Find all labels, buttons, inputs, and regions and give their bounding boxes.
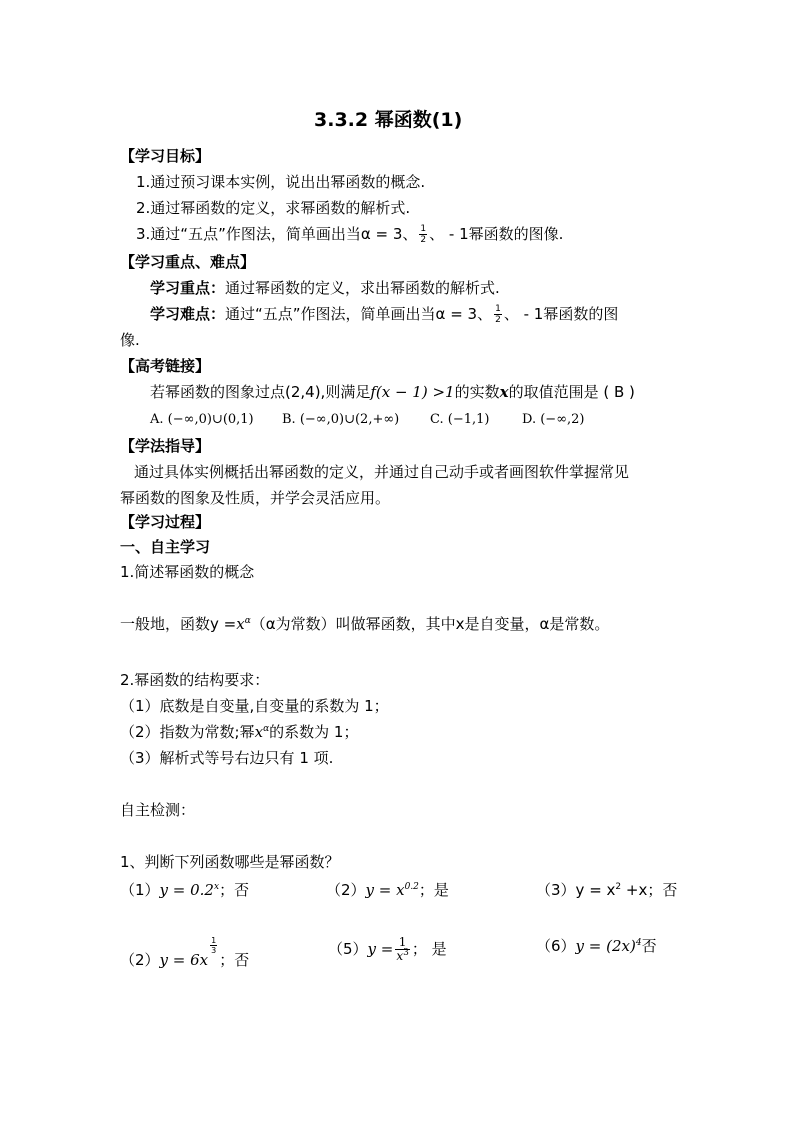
method-heading: 【学法指导】 <box>120 437 211 455</box>
difficult-point: 学习难点：通过“五点”作图法，简单画出当α = 3、 $\frac{1}{2}$ 、 - 1幂函数的图 <box>150 304 619 325</box>
question-1: 1.简述幂函数的概念 <box>120 563 255 581</box>
method-line-2: 幂函数的图象及性质，并学会灵活应用。 <box>120 489 391 507</box>
answer-4: （2）y = 6x $\frac{1}{3}$ ；否 <box>120 936 250 969</box>
key-heading: 【学习重点、难点】 <box>120 253 256 271</box>
difficult-point-cont: 像. <box>120 331 140 349</box>
answer-1: $(1)y = 0.2^x$；否 <box>120 881 250 899</box>
goals-heading: 【学习目标】 <box>120 147 211 165</box>
exam-option-a: A. (−∞,0)∪(0,1) <box>150 412 254 427</box>
answer-3: $(3)y = x^2 +x$；否 <box>536 881 678 899</box>
self-study-heading: 一、自主学习 <box>120 538 211 556</box>
page-title: 3.3.2 幂函数(1) <box>314 109 463 131</box>
requirement-2: （2）指数为常数;幂$x^\alpha$的系数为 1； <box>120 723 359 741</box>
self-check-label: 自主检测： <box>120 801 196 819</box>
process-heading: 【学习过程】 <box>120 513 211 531</box>
exam-heading: 【高考链接】 <box>120 357 211 375</box>
fraction-half: $\frac{1}{2}$ <box>420 224 427 245</box>
goal-item-3: 3.通过“五点”作图法，简单画出当α = 3、 $\frac{1}{2}$ 、 - 1幂函数的图像. <box>136 224 564 245</box>
answer-6: $(6)y = (2x)^4$否 <box>536 937 657 955</box>
exam-option-c: C. (−1,1) <box>430 412 490 427</box>
exam-option-b: B. (−∞,0)∪(2,+∞) <box>282 412 400 427</box>
goal-item-1: 1.通过预习课本实例，说出出幂函数的概念. <box>136 173 426 191</box>
question-2: 2.幂函数的结构要求： <box>120 671 270 689</box>
definition-line: 一般地，函数$y =x^\alpha(\alpha$为常数）叫做幂函数，其中x是自变量，α是常数。 <box>120 615 610 633</box>
key-point: 学习重点：通过幂函数的定义，求出幂函数的解析式. <box>150 279 500 297</box>
exam-question: 若幂函数的图象过点(2,4),则满足f(x − 1) >1的实数x的取值范围是 ( B ) <box>150 383 635 401</box>
goal-item-2: 2.通过幂函数的定义，求幂函数的解析式. <box>136 199 411 217</box>
method-line-1: 通过具体实例概括出幂函数的定义，并通过自己动手或者画图软件掌握常见 <box>134 463 630 481</box>
requirement-3: （3）解析式等号右边只有 1 项. <box>120 749 334 767</box>
requirement-1: （1）底数是自变量,自变量的系数为 1； <box>120 697 389 715</box>
answer-2: $(2)y = x^{0.2}$；是 <box>326 881 449 899</box>
exam-option-d: D. (−∞,2) <box>522 412 585 427</box>
judge-question: 1、判断下列函数哪些是幂函数？ <box>120 853 340 871</box>
answer-5: （5）y = $\frac{1}{x^3}$ ； 是 <box>328 935 447 963</box>
